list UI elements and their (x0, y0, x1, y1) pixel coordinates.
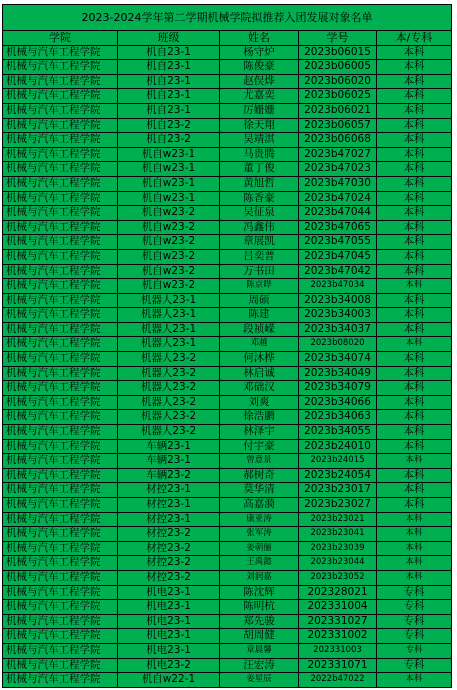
name-cell: 万书田 (220, 264, 299, 279)
student-id-cell: 2023b23017 (299, 483, 377, 498)
table-row (3, 220, 452, 235)
class-cell: 车辆23-1 (118, 454, 220, 469)
level-cell: 本科 (377, 133, 452, 148)
level-cell: 本科 (377, 293, 452, 308)
level-cell: 本科 (377, 264, 452, 279)
table-row (3, 162, 452, 177)
college-cell: 机械与汽车工程学院 (3, 541, 118, 556)
level-cell: 本科 (377, 366, 452, 381)
table-row (3, 206, 452, 221)
level-cell: 本科 (377, 279, 452, 294)
name-cell: 陈京晔 (220, 279, 299, 294)
name-cell: 姜朝俪 (220, 541, 299, 556)
level-cell: 本科 (377, 425, 452, 440)
table-row (3, 483, 452, 498)
student-id-cell: 2023b24054 (299, 468, 377, 483)
student-id-cell: 2023b47030 (299, 176, 377, 191)
class-cell: 机器人23-1 (118, 308, 220, 323)
class-cell: 机自w23-2 (118, 279, 220, 294)
level-cell: 本科 (377, 235, 452, 250)
name-cell: 董丁俊 (220, 162, 299, 177)
class-cell: 材控23-2 (118, 570, 220, 585)
college-cell: 机械与汽车工程学院 (3, 220, 118, 235)
level-cell: 本科 (377, 556, 452, 571)
table-row (3, 410, 452, 425)
table-row (3, 381, 452, 396)
level-cell: 本科 (377, 541, 452, 556)
student-id-cell: 2023b24015 (299, 454, 377, 469)
level-cell: 本科 (377, 512, 452, 527)
table-row (3, 585, 452, 600)
table-row (3, 498, 452, 513)
level-cell: 本科 (377, 206, 452, 221)
student-id-cell: 2023b47034 (299, 279, 377, 294)
level-cell: 本科 (377, 74, 452, 89)
class-cell: 机器人23-2 (118, 425, 220, 440)
college-cell: 机械与汽车工程学院 (3, 643, 118, 658)
level-cell: 本科 (377, 498, 452, 513)
level-cell: 本科 (377, 308, 452, 323)
class-cell: 机电23-1 (118, 600, 220, 615)
college-cell: 机械与汽车工程学院 (3, 279, 118, 294)
level-cell: 专科 (377, 629, 452, 644)
name-cell: 周硕 (220, 293, 299, 308)
class-cell: 机器人23-2 (118, 410, 220, 425)
class-cell: 机自23-2 (118, 133, 220, 148)
class-cell: 车辆23-2 (118, 468, 220, 483)
class-cell: 机自w23-1 (118, 147, 220, 162)
table-row (3, 454, 452, 469)
name-cell: 林启诚 (220, 366, 299, 381)
student-id-cell: 202331027 (299, 614, 377, 629)
roster-sheet (2, 4, 452, 688)
table-row (3, 643, 452, 658)
name-cell: 郝树奇 (220, 468, 299, 483)
name-cell: 尤嘉奕 (220, 89, 299, 104)
college-cell: 机械与汽车工程学院 (3, 103, 118, 118)
class-cell: 机自23-1 (118, 103, 220, 118)
class-cell: 机自23-2 (118, 118, 220, 133)
name-cell: 徐浩鹏 (220, 410, 299, 425)
college-cell: 机械与汽车工程学院 (3, 45, 118, 60)
class-cell: 机自23-1 (118, 74, 220, 89)
student-id-cell: 2023b34066 (299, 395, 377, 410)
college-cell: 机械与汽车工程学院 (3, 512, 118, 527)
name-cell: 徐天翔 (220, 118, 299, 133)
college-cell: 机械与汽车工程学院 (3, 235, 118, 250)
student-id-cell: 202331004 (299, 600, 377, 615)
name-cell: 林泽宇 (220, 425, 299, 440)
table-row (3, 658, 452, 673)
table-row (3, 527, 452, 542)
college-cell: 机械与汽车工程学院 (3, 308, 118, 323)
table-row (3, 308, 452, 323)
class-cell: 机器人23-1 (118, 293, 220, 308)
level-cell: 本科 (377, 468, 452, 483)
level-cell: 本科 (377, 673, 452, 688)
student-id-cell: 202331071 (299, 658, 377, 673)
level-cell: 本科 (377, 570, 452, 585)
name-cell: 赵俣烨 (220, 74, 299, 89)
table-row (3, 570, 452, 585)
level-cell: 本科 (377, 410, 452, 425)
college-cell: 机械与汽车工程学院 (3, 74, 118, 89)
table-row (3, 556, 452, 571)
class-cell: 机电23-1 (118, 614, 220, 629)
level-cell: 本科 (377, 352, 452, 367)
class-cell: 车辆23-1 (118, 439, 220, 454)
student-id-cell: 2023b47065 (299, 220, 377, 235)
student-id-cell: 2023b34003 (299, 308, 377, 323)
college-cell: 机械与汽车工程学院 (3, 264, 118, 279)
level-cell: 本科 (377, 89, 452, 104)
name-cell: 段祯嵘 (220, 322, 299, 337)
level-cell: 本科 (377, 162, 452, 177)
class-cell: 机电23-1 (118, 585, 220, 600)
header-student-id: 学号 (299, 31, 377, 46)
level-cell: 本科 (377, 439, 452, 454)
class-cell: 机自w23-1 (118, 162, 220, 177)
college-cell: 机械与汽车工程学院 (3, 191, 118, 206)
college-cell: 机械与汽车工程学院 (3, 293, 118, 308)
level-cell: 本科 (377, 395, 452, 410)
college-cell: 机械与汽车工程学院 (3, 585, 118, 600)
class-cell: 机自w23-2 (118, 206, 220, 221)
level-cell: 本科 (377, 60, 452, 75)
college-cell: 机械与汽车工程学院 (3, 483, 118, 498)
table-row (3, 614, 452, 629)
class-cell: 机器人23-1 (118, 337, 220, 352)
college-cell: 机械与汽车工程学院 (3, 89, 118, 104)
name-cell: 刘润嘉 (220, 570, 299, 585)
table-row (3, 395, 452, 410)
name-cell: 陈香豪 (220, 191, 299, 206)
student-id-cell: 202328021 (299, 585, 377, 600)
college-cell: 机械与汽车工程学院 (3, 118, 118, 133)
college-cell: 机械与汽车工程学院 (3, 425, 118, 440)
class-cell: 机器人23-2 (118, 381, 220, 396)
table-row (3, 249, 452, 264)
student-id-cell: 2022b47022 (299, 673, 377, 688)
class-cell: 机器人23-2 (118, 352, 220, 367)
student-id-cell: 2023b06015 (299, 45, 377, 60)
name-cell: 张军涛 (220, 527, 299, 542)
table-row (3, 337, 452, 352)
college-cell: 机械与汽车工程学院 (3, 395, 118, 410)
student-id-cell: 2023b23041 (299, 527, 377, 542)
student-id-cell: 2023b06025 (299, 89, 377, 104)
college-cell: 机械与汽车工程学院 (3, 629, 118, 644)
header-level: 本/专科 (377, 31, 452, 46)
name-cell: 郑先骏 (220, 614, 299, 629)
level-cell: 专科 (377, 585, 452, 600)
college-cell: 机械与汽车工程学院 (3, 498, 118, 513)
level-cell: 本科 (377, 220, 452, 235)
table-row (3, 60, 452, 75)
class-cell: 材控23-2 (118, 556, 220, 571)
level-cell: 本科 (377, 483, 452, 498)
name-cell: 陈俊豪 (220, 60, 299, 75)
name-cell: 冯鑫伟 (220, 220, 299, 235)
student-id-cell: 2023b23039 (299, 541, 377, 556)
class-cell: 机自w23-2 (118, 235, 220, 250)
class-cell: 机自w23-2 (118, 249, 220, 264)
college-cell: 机械与汽车工程学院 (3, 366, 118, 381)
college-cell: 机械与汽车工程学院 (3, 468, 118, 483)
student-id-cell: 2023b47042 (299, 264, 377, 279)
header-row (3, 31, 452, 46)
name-cell: 曾意景 (220, 454, 299, 469)
level-cell: 专科 (377, 614, 452, 629)
level-cell: 本科 (377, 103, 452, 118)
class-cell: 材控23-1 (118, 498, 220, 513)
level-cell: 本科 (377, 337, 452, 352)
college-cell: 机械与汽车工程学院 (3, 322, 118, 337)
student-id-cell: 2023b06020 (299, 74, 377, 89)
level-cell: 本科 (377, 147, 452, 162)
level-cell: 本科 (377, 381, 452, 396)
student-id-cell: 2023b06021 (299, 103, 377, 118)
college-cell: 机械与汽车工程学院 (3, 60, 118, 75)
name-cell: 章晨馨 (220, 643, 299, 658)
student-id-cell: 2023b23021 (299, 512, 377, 527)
student-id-cell: 2023b34074 (299, 352, 377, 367)
table-row (3, 322, 452, 337)
name-cell: 吴征泉 (220, 206, 299, 221)
name-cell: 马贵腾 (220, 147, 299, 162)
table-row (3, 103, 452, 118)
name-cell: 吕奕普 (220, 249, 299, 264)
header-name: 姓名 (220, 31, 299, 46)
student-id-cell: 2023b23052 (299, 570, 377, 585)
student-id-cell: 2023b34063 (299, 410, 377, 425)
college-cell: 机械与汽车工程学院 (3, 133, 118, 148)
name-cell: 汪宏涛 (220, 658, 299, 673)
class-cell: 机电23-2 (118, 658, 220, 673)
level-cell: 本科 (377, 527, 452, 542)
table-row (3, 352, 452, 367)
college-cell: 机械与汽车工程学院 (3, 352, 118, 367)
level-cell: 本科 (377, 45, 452, 60)
student-id-cell: 2023b06005 (299, 60, 377, 75)
name-cell: 付宇豪 (220, 439, 299, 454)
college-cell: 机械与汽车工程学院 (3, 381, 118, 396)
class-cell: 机自23-1 (118, 45, 220, 60)
name-cell: 何沐桦 (220, 352, 299, 367)
level-cell: 专科 (377, 600, 452, 615)
table-row (3, 293, 452, 308)
name-cell: 吴靖淇 (220, 133, 299, 148)
name-cell: 杨守炉 (220, 45, 299, 60)
student-id-cell: 2023b47045 (299, 249, 377, 264)
student-id-cell: 2023b34037 (299, 322, 377, 337)
name-cell: 黄旭哲 (220, 176, 299, 191)
student-id-cell: 2023b34079 (299, 381, 377, 396)
college-cell: 机械与汽车工程学院 (3, 162, 118, 177)
table-row (3, 279, 452, 294)
college-cell: 机械与汽车工程学院 (3, 410, 118, 425)
student-id-cell: 2023b47044 (299, 206, 377, 221)
table-title: 2023-2024学年第二学期机械学院拟推荐入团发展对象名单 (3, 5, 452, 31)
name-cell: 姜星辰 (220, 673, 299, 688)
student-id-cell: 2023b23044 (299, 556, 377, 571)
name-cell: 厉姗姗 (220, 103, 299, 118)
college-cell: 机械与汽车工程学院 (3, 147, 118, 162)
level-cell: 本科 (377, 249, 452, 264)
name-cell: 王禹懿 (220, 556, 299, 571)
student-id-cell: 2023b34049 (299, 366, 377, 381)
college-cell: 机械与汽车工程学院 (3, 454, 118, 469)
student-id-cell: 2023b34008 (299, 293, 377, 308)
table-row (3, 118, 452, 133)
college-cell: 机械与汽车工程学院 (3, 249, 118, 264)
class-cell: 材控23-1 (118, 483, 220, 498)
level-cell: 本科 (377, 191, 452, 206)
student-id-cell: 2023b06068 (299, 133, 377, 148)
level-cell: 专科 (377, 658, 452, 673)
name-cell: 邓越 (220, 337, 299, 352)
name-cell: 邓础汉 (220, 381, 299, 396)
table-row (3, 512, 452, 527)
class-cell: 材控23-2 (118, 541, 220, 556)
college-cell: 机械与汽车工程学院 (3, 600, 118, 615)
name-cell: 莫华清 (220, 483, 299, 498)
class-cell: 材控23-1 (118, 512, 220, 527)
table-row (3, 191, 452, 206)
college-cell: 机械与汽车工程学院 (3, 570, 118, 585)
student-id-cell: 2023b47055 (299, 235, 377, 250)
level-cell: 本科 (377, 322, 452, 337)
name-cell: 陈明杭 (220, 600, 299, 615)
table-row (3, 425, 452, 440)
class-cell: 机自w23-1 (118, 191, 220, 206)
table-row (3, 74, 452, 89)
student-id-cell: 2023b24010 (299, 439, 377, 454)
table-row (3, 673, 452, 688)
table-row (3, 176, 452, 191)
student-id-cell: 2023b06057 (299, 118, 377, 133)
table-row (3, 89, 452, 104)
level-cell: 专科 (377, 643, 452, 658)
student-id-cell: 2023b47024 (299, 191, 377, 206)
table-row (3, 45, 452, 60)
student-id-cell: 2023b34055 (299, 425, 377, 440)
table-row (3, 629, 452, 644)
college-cell: 机械与汽车工程学院 (3, 337, 118, 352)
name-cell: 康亚涛 (220, 512, 299, 527)
class-cell: 机器人23-2 (118, 395, 220, 410)
college-cell: 机械与汽车工程学院 (3, 673, 118, 688)
student-id-cell: 2023b47027 (299, 147, 377, 162)
student-id-cell: 2023b08020 (299, 337, 377, 352)
college-cell: 机械与汽车工程学院 (3, 614, 118, 629)
college-cell: 机械与汽车工程学院 (3, 439, 118, 454)
header-class: 班级 (118, 31, 220, 46)
class-cell: 机电23-1 (118, 643, 220, 658)
name-cell: 胡周健 (220, 629, 299, 644)
student-id-cell: 202331003 (299, 643, 377, 658)
header-college: 学院 (3, 31, 118, 46)
table-row (3, 264, 452, 279)
level-cell: 本科 (377, 118, 452, 133)
table-row (3, 541, 452, 556)
table-row (3, 366, 452, 381)
name-cell: 刘爽 (220, 395, 299, 410)
title-row (3, 5, 452, 31)
class-cell: 材控23-2 (118, 527, 220, 542)
table-row (3, 133, 452, 148)
college-cell: 机械与汽车工程学院 (3, 658, 118, 673)
class-cell: 机自w23-2 (118, 264, 220, 279)
class-cell: 机器人23-1 (118, 322, 220, 337)
student-id-cell: 202331002 (299, 629, 377, 644)
student-id-cell: 2023b47023 (299, 162, 377, 177)
name-cell: 章展凯 (220, 235, 299, 250)
class-cell: 机自w22-1 (118, 673, 220, 688)
table-row (3, 468, 452, 483)
table-row (3, 600, 452, 615)
roster-table (2, 4, 452, 688)
name-cell: 陈建 (220, 308, 299, 323)
class-cell: 机器人23-2 (118, 366, 220, 381)
table-row (3, 147, 452, 162)
college-cell: 机械与汽车工程学院 (3, 556, 118, 571)
college-cell: 机械与汽车工程学院 (3, 176, 118, 191)
level-cell: 本科 (377, 176, 452, 191)
table-row (3, 235, 452, 250)
name-cell: 陈沈辉 (220, 585, 299, 600)
name-cell: 高嘉漪 (220, 498, 299, 513)
college-cell: 机械与汽车工程学院 (3, 527, 118, 542)
student-id-cell: 2023b23027 (299, 498, 377, 513)
table-row (3, 439, 452, 454)
class-cell: 机自23-1 (118, 60, 220, 75)
class-cell: 机自w23-1 (118, 176, 220, 191)
college-cell: 机械与汽车工程学院 (3, 206, 118, 221)
class-cell: 机自23-1 (118, 89, 220, 104)
class-cell: 机电23-1 (118, 629, 220, 644)
class-cell: 机自w23-2 (118, 220, 220, 235)
level-cell: 本科 (377, 454, 452, 469)
